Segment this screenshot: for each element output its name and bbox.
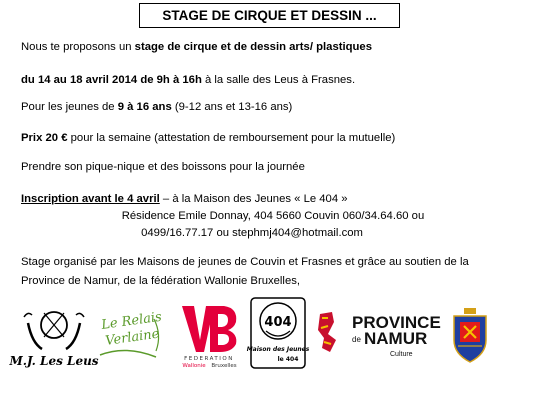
svg-text:Verlaine: Verlaine <box>104 326 161 349</box>
federation-wallonie-bruxelles-logo <box>174 300 244 368</box>
svg-text:Bruxelles: Bruxelles <box>211 363 237 369</box>
paragraph-ages: Pour les jeunes de 9 à 16 ans (9-12 ans et 13-16 ans) <box>21 101 293 113</box>
paragraph-lunch: Prendre son pique-nique et des boissons pour la journée <box>21 161 305 173</box>
page-title: STAGE DE CIRQUE ET DESSIN ... <box>139 3 400 28</box>
paragraph-registration: Inscription avant le 4 avril – à la Maison des Jeunes « Le 404 » <box>21 193 348 205</box>
svg-text:Wallonie: Wallonie <box>182 363 206 369</box>
svg-text:PROVINCE: PROVINCE <box>352 313 441 332</box>
relais-verlaine-logo <box>96 305 172 365</box>
svg-text:le 404: le 404 <box>277 356 299 363</box>
svg-text:Culture: Culture <box>390 351 413 358</box>
registration-contact: 0499/16.77.17 ou stephmj404@hotmail.com <box>141 227 363 239</box>
paragraph-sponsors-2: Province de Namur, de la fédération Wallonie Bruxelles, <box>21 275 301 287</box>
paragraph-sponsors-1: Stage organisé par les Maisons de jeunes de Couvin et Frasnes et grâce au soutien de la <box>21 256 469 268</box>
maison-des-jeunes-404-logo <box>246 297 310 369</box>
province-namur-logo <box>314 308 442 364</box>
paragraph-dates: du 14 au 18 avril 2014 de 9h à 16h à la salle des Leus à Frasnes. <box>21 74 356 86</box>
svg-text:Maison des Jeunes: Maison des Jeunes <box>246 346 310 353</box>
paragraph-intro: Nous te proposons un stage de cirque et de dessin arts/ plastiques <box>21 41 372 53</box>
svg-text:de: de <box>352 335 361 344</box>
mj-les-leus-logo <box>9 303 99 369</box>
coat-of-arms-emblem <box>450 306 490 364</box>
svg-text:FEDERATION: FEDERATION <box>184 356 234 362</box>
svg-text:Le Relais: Le Relais <box>100 309 163 333</box>
svg-text:NAMUR: NAMUR <box>364 329 428 348</box>
svg-text:404: 404 <box>264 315 292 330</box>
svg-text:M.J. Les Leus: M.J. Les Leus <box>9 354 99 368</box>
registration-address: Résidence Emile Donnay, 404 5660 Couvin 060/34.64.60 ou <box>121 210 425 222</box>
paragraph-price: Prix 20 € pour la semaine (attestation de remboursement pour la mutuelle) <box>21 132 396 144</box>
